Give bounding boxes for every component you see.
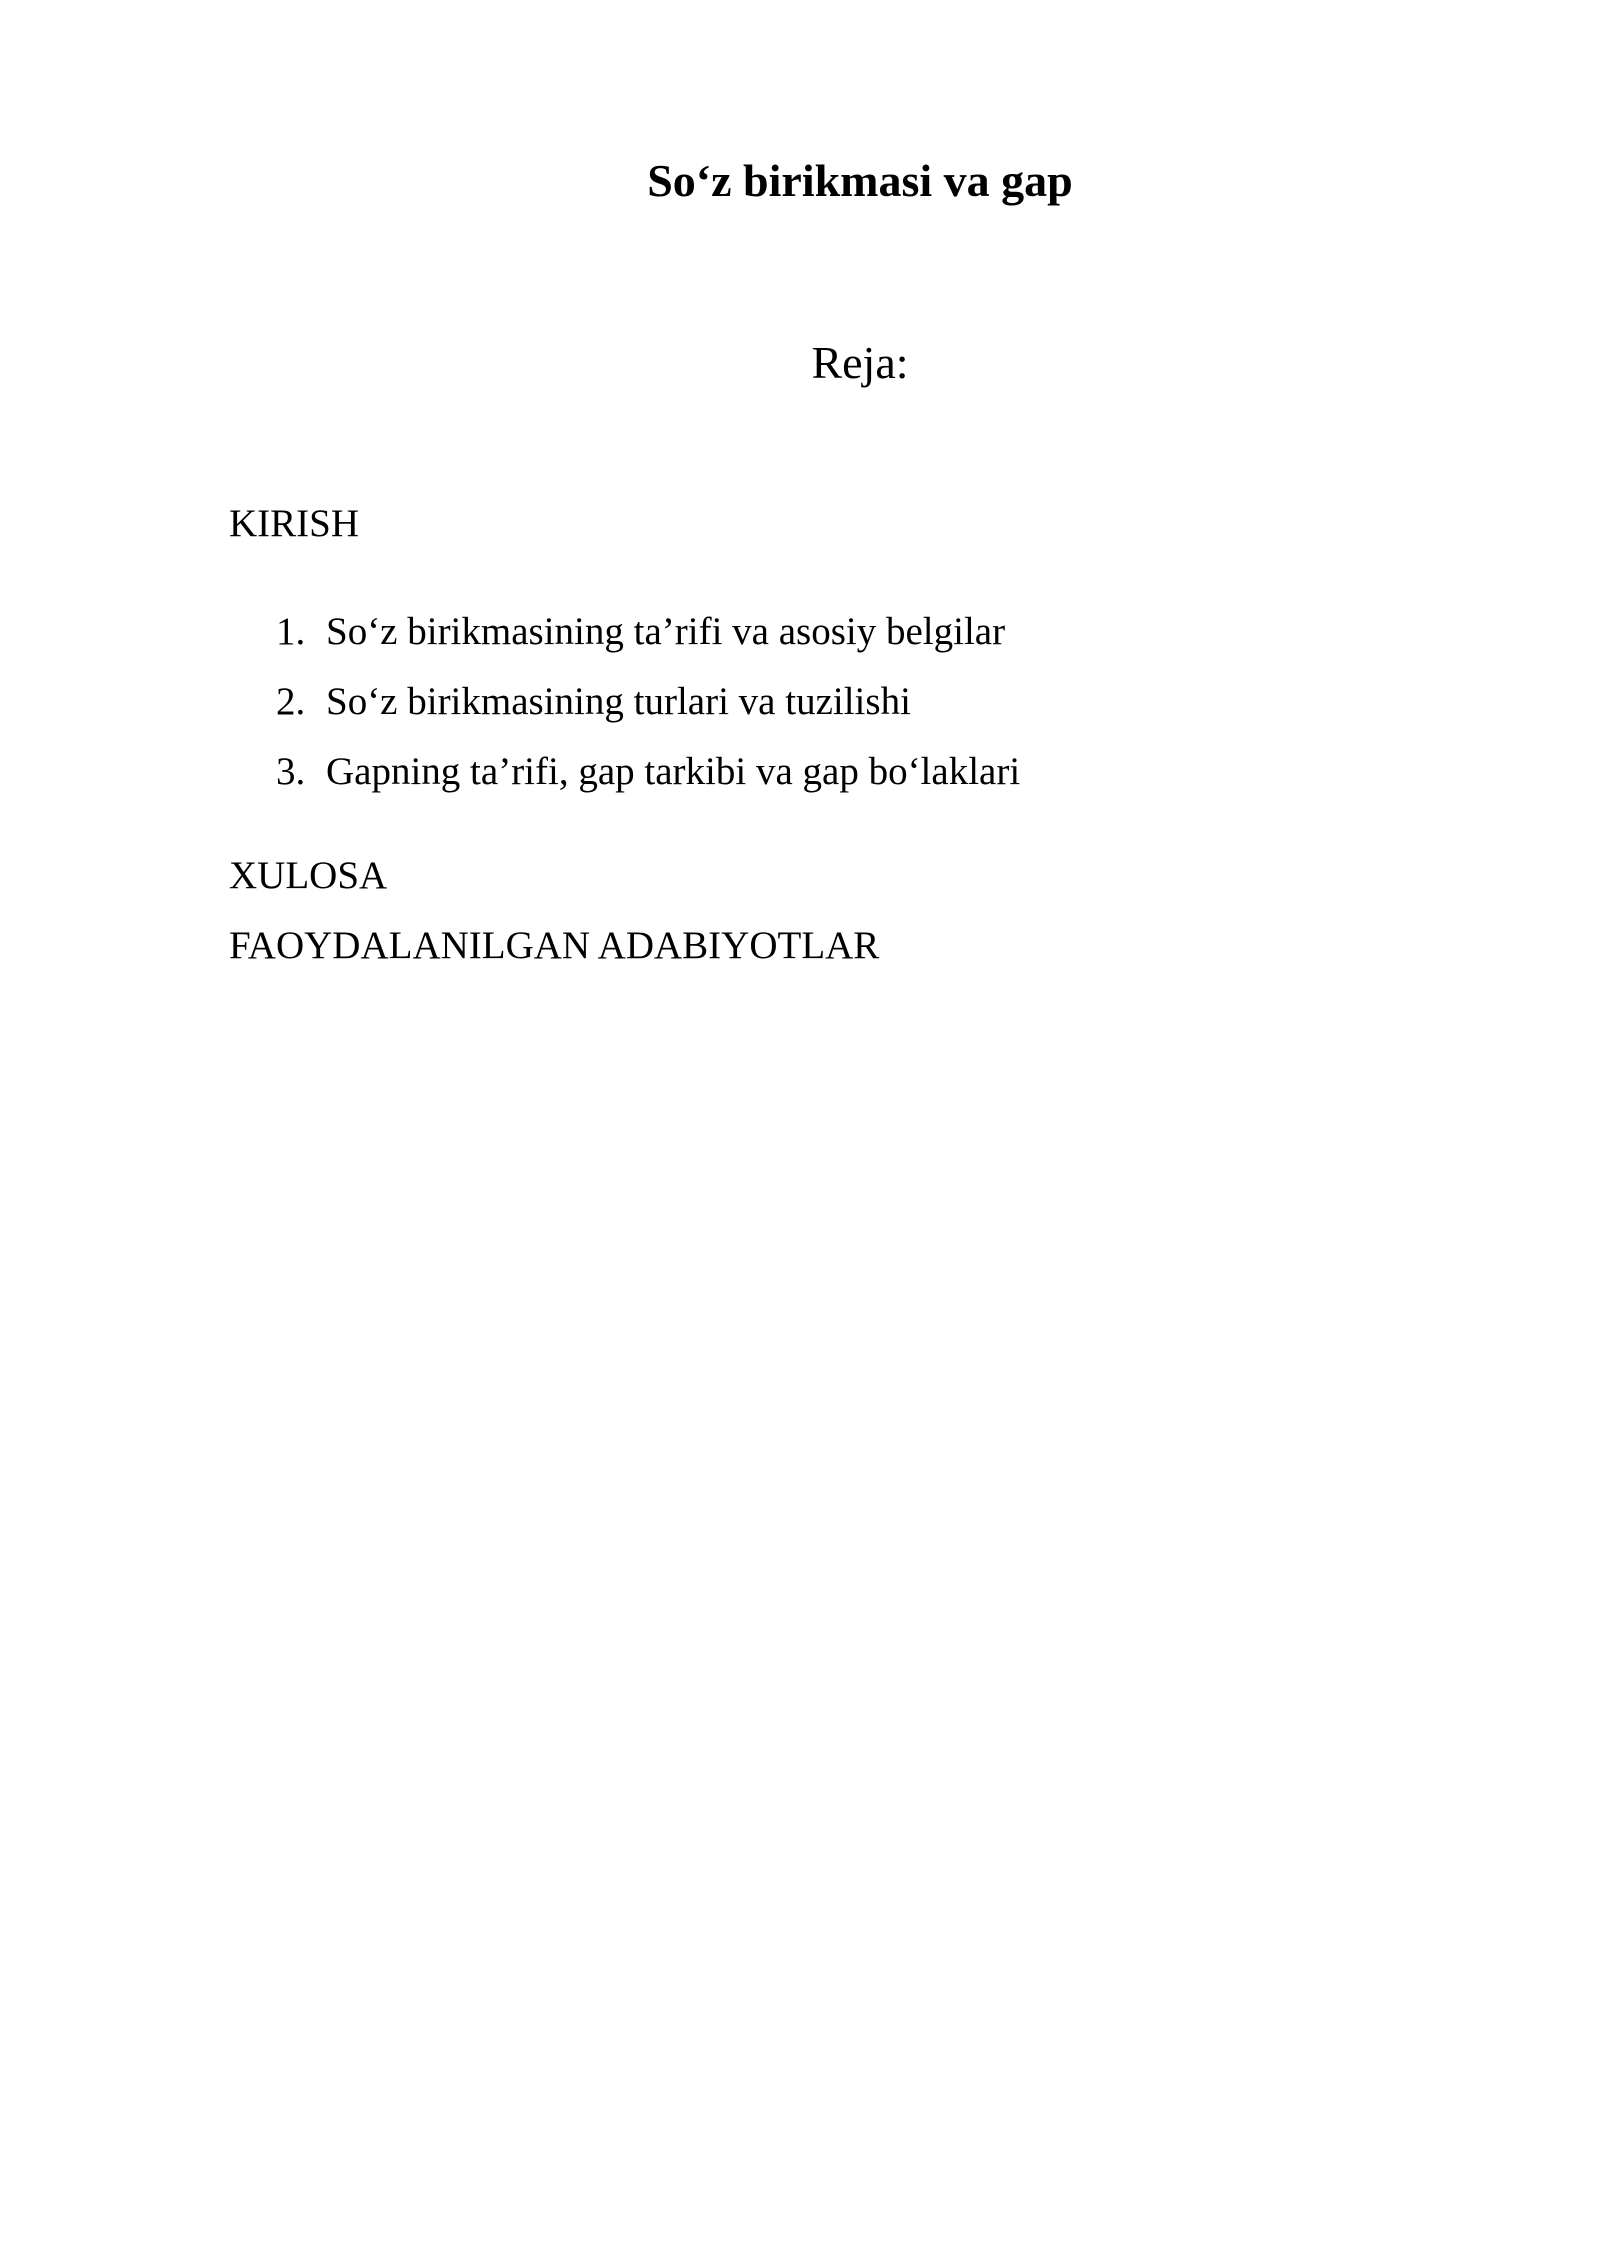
section-references: FAOYDALANILGAN ADABIYOTLAR: [229, 924, 880, 967]
plan-item-text: So‘z birikmasining turlari va tuzilishi: [326, 680, 911, 723]
plan-item-number: 3.: [276, 750, 306, 793]
plan-item-number: 1.: [276, 610, 306, 653]
section-conclusion: XULOSA: [229, 854, 388, 897]
plan-item-number: 2.: [276, 680, 306, 723]
plan-heading: Reja:: [811, 337, 909, 388]
section-intro: KIRISH: [229, 502, 360, 545]
plan-item-text: So‘z birikmasining ta’rifi va asosiy belgilar: [326, 610, 1006, 653]
document-title: So‘z birikmasi va gap: [647, 155, 1073, 206]
plan-item-text: Gapning ta’rifi, gap tarkibi va gap bo‘laklari: [326, 750, 1021, 793]
